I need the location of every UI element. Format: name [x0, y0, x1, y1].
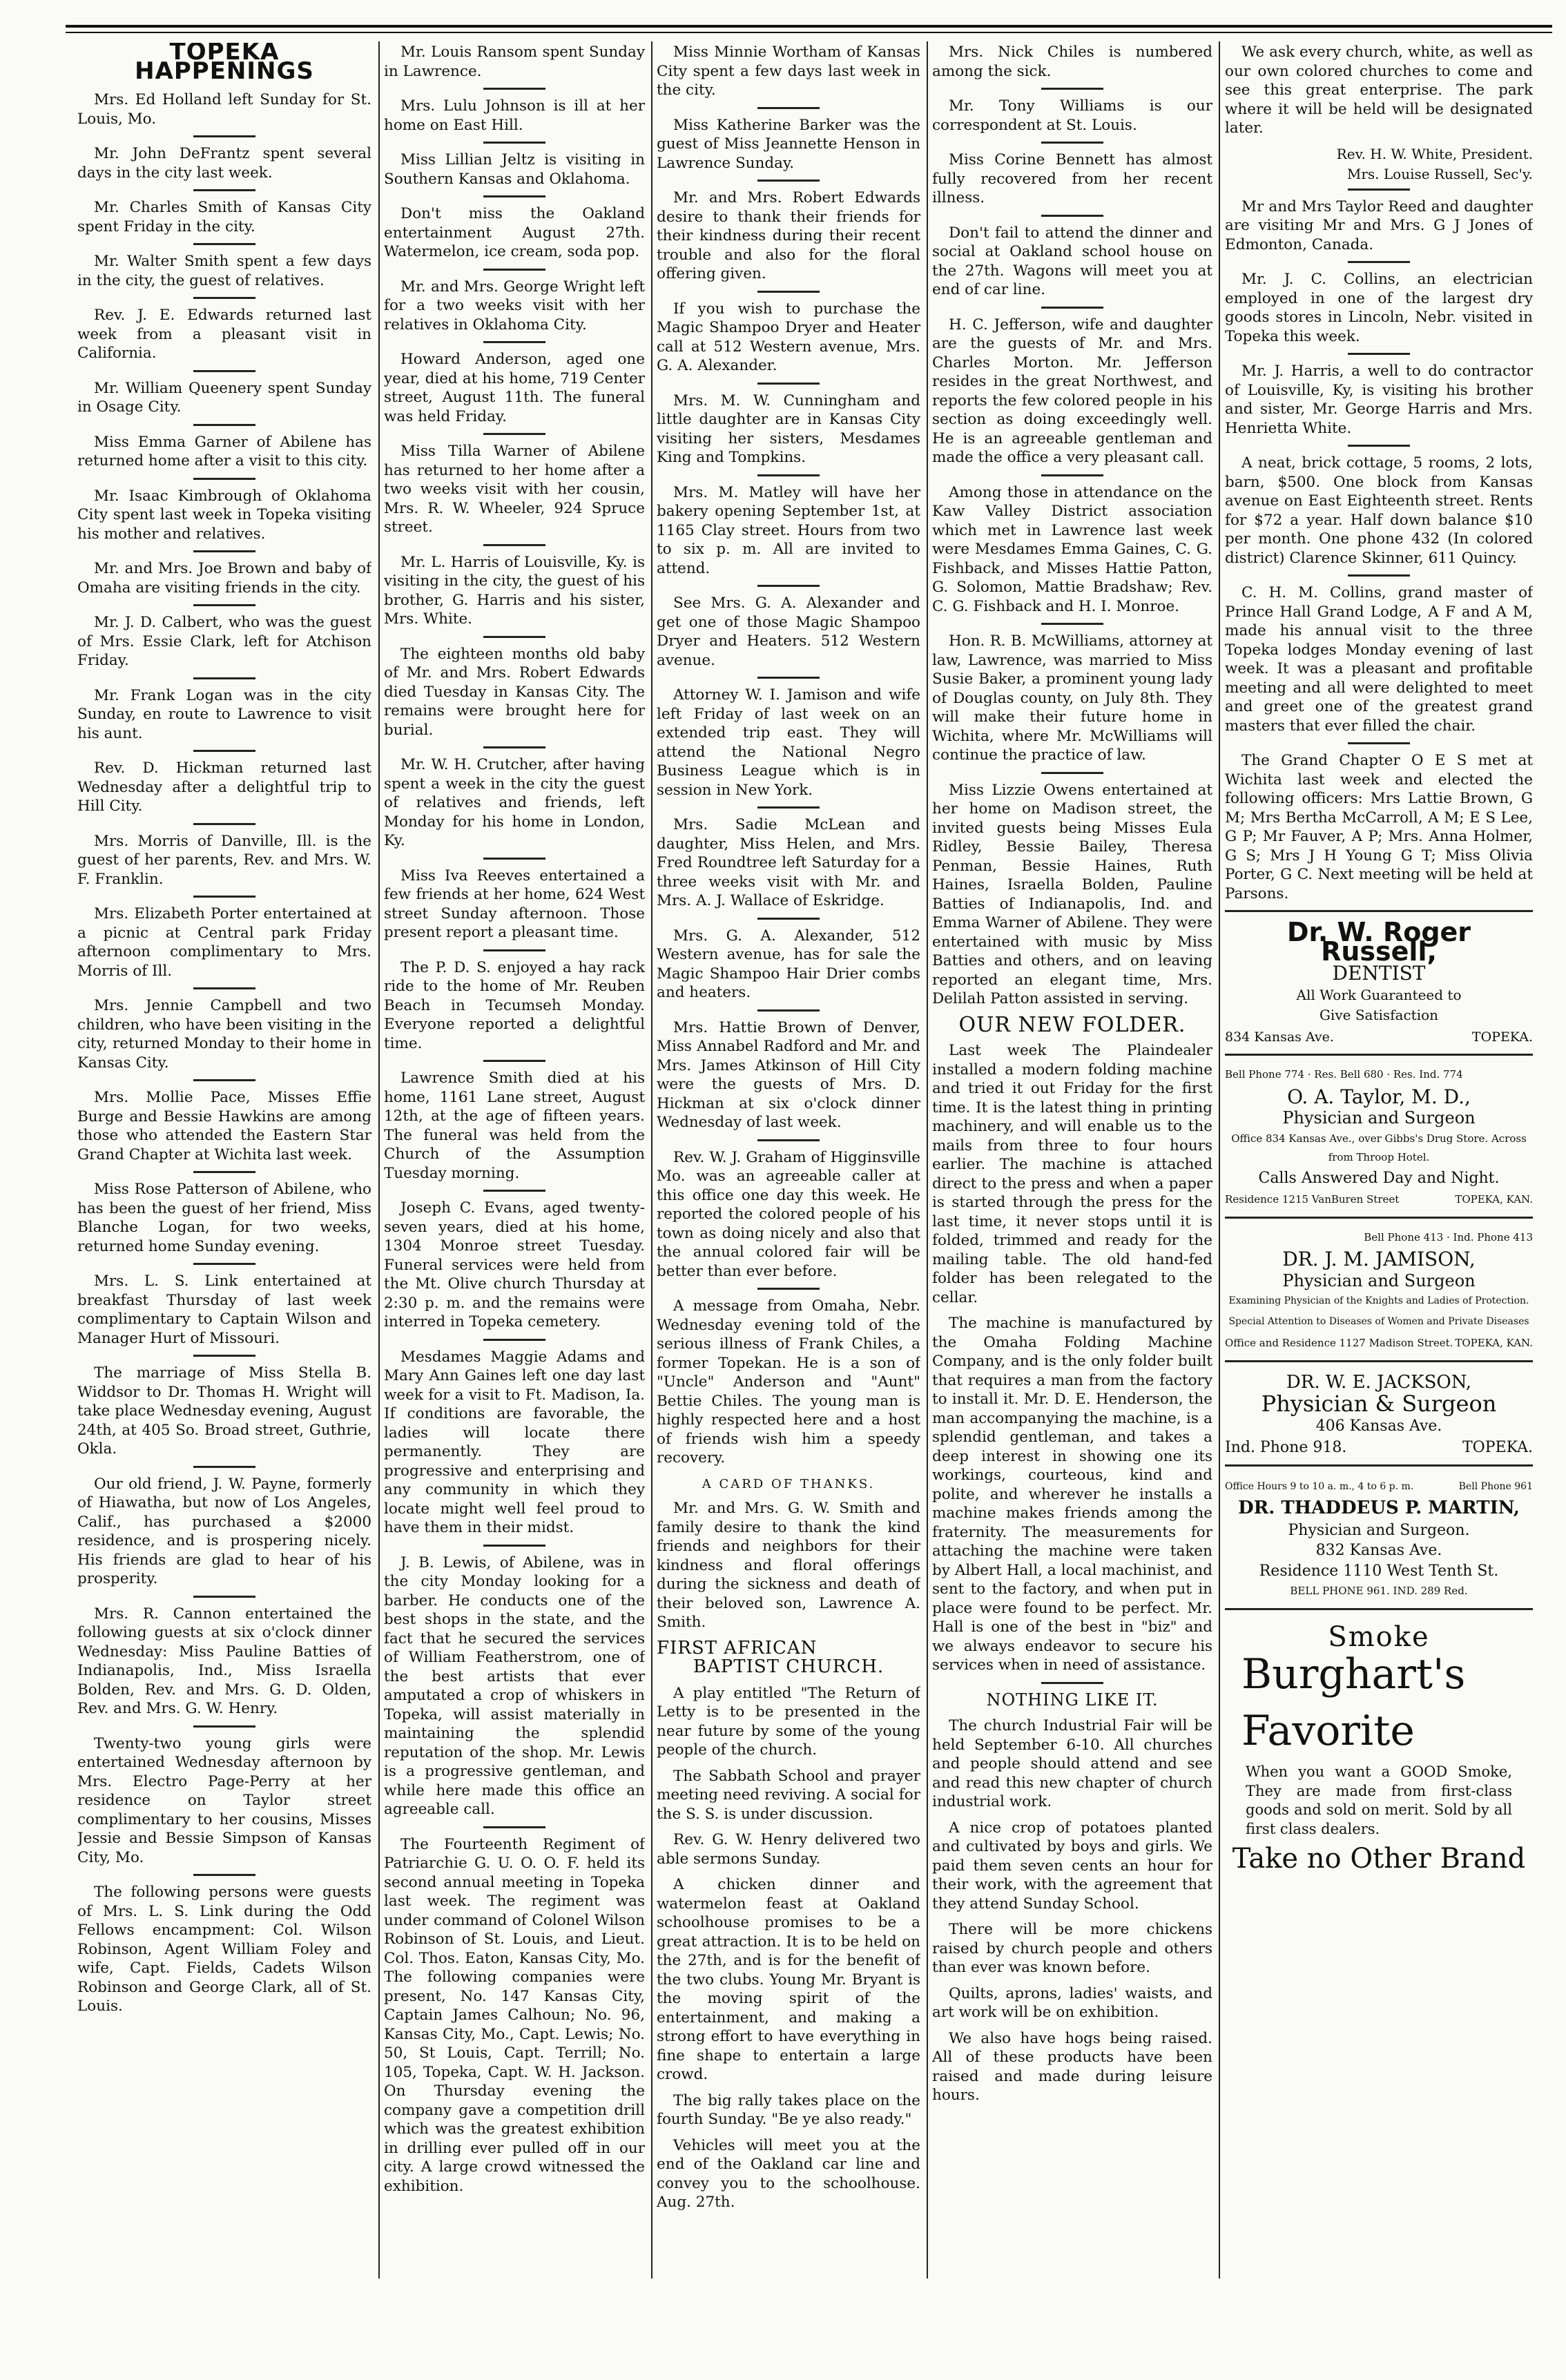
news-item: Lawrence Smith died at his home, 1161 Lane street, August 12th, at the age of fifteen years. The funeral was held from the Church of the Assumption Tuesday morning. — [384, 1070, 645, 1182]
separator — [757, 1139, 820, 1141]
signature-president: Rev. H. W. White, President. — [1336, 145, 1533, 162]
news-item: Mrs. Mollie Pace, Misses Effie Burge and Bessie Hawkins are among those who attended the Eastern Star Grand Chapter at Wichita last week. — [77, 1089, 371, 1163]
separator — [1041, 215, 1103, 217]
news-item: Don't miss the Oakland entertainment August 27th. Watermelon, ice cream, soda pop. — [384, 205, 645, 260]
card-of-thanks-text: Mr. and Mrs. G. W. Smith and family desire to thank the kind friends and neighbors for their kindness and floral offerings during the sickness and death of their beloved son, Lawrence A. Smith. — [657, 1500, 920, 1631]
folder-heading: OUR NEW FOLDER. — [958, 1012, 1186, 1037]
news-item: Last week The Plaindealer installed a modern folding machine and tried it out Friday for the first time. It is the latest thing in printing machinery, and will enable us to the mails from three to four hours earlier. The machine is attached direct to the press and when a paper is started through the press for the last time, it never stops until it is folded, trimmed and ready for the mailing table. The old hand-fed folder has been relegated to the cellar. — [932, 1042, 1212, 1306]
news-item: Mr. John DeFrantz spent several days in the city last week. — [77, 145, 371, 182]
ad-jamison-office: Office and Residence 1127 Madison Street. — [1225, 1337, 1453, 1349]
news-item: Miss Iva Reeves entertained a few friends at her home, 624 West street Sunday afternoon. Those present report a pleasant time. — [384, 867, 645, 941]
news-item: Rev. D. Hickman returned last Wednesday after a delightful trip to Hill City. — [77, 760, 371, 815]
news-item: The marriage of Miss Stella B. Widdsor to Dr. Thomas H. Wright will take place Wednesday evening, August 24th, at 405 So. Broad street, Guthrie, Okla. — [77, 1364, 371, 1458]
ad-martin-residence: Residence 1110 West Tenth St. — [1259, 1562, 1499, 1580]
news-item: A neat, brick cottage, 5 rooms, 2 lots, barn, $500. One block from Kansas avenue on East Eighteenth street. Rents for $72 a year. Half down balance $10 per month. One phone 432 (In colored district) Clarence Skinner, 611 Quincy. — [1225, 454, 1533, 567]
news-item: A chicken dinner and watermelon feast at Oakland schoolhouse promises to be a great attraction. It is to be held on the 27th, and is for the benefit of the two clubs. Young Mr. Bryant is the moving spirit of the entertainment, and making a strong effort to have everything in fine shape to entertain a large crowd. — [657, 1876, 920, 2083]
news-item: See Mrs. G. A. Alexander and get one of those Magic Shampoo Dryer and Heaters. 512 Western avenue. — [657, 594, 920, 669]
separator — [193, 750, 255, 752]
ad-martin-address: 832 Kansas Ave. — [1315, 1542, 1442, 1559]
news-item: Mrs. Nick Chiles is numbered among the sick. — [932, 43, 1212, 80]
news-item: We ask every church, white, as well as our own colored churches to come and see this great enterprise. The park where it will be held will be designated later. — [1225, 43, 1533, 137]
separator — [483, 1826, 545, 1828]
news-item: Mr. Frank Logan was in the city Sunday, en route to Lawrence to visit his aunt. — [77, 686, 371, 742]
separator — [483, 195, 545, 197]
separator — [193, 1355, 255, 1357]
news-item: The P. D. S. enjoyed a hay rack ride to the home of Mr. Reuben Beach in Tecumseh Monday. Everyone reported a delightful time. — [384, 958, 645, 1052]
ad-taylor-city: TOPEKA, KAN. — [1455, 1193, 1533, 1206]
separator — [757, 474, 820, 476]
ad-jamison — [1225, 1217, 1533, 1353]
ad-russell-line: Give Satisfaction — [1319, 1007, 1439, 1023]
separator — [757, 107, 820, 109]
ad-burghart-tagline: Take no Other Brand — [1232, 1843, 1526, 1875]
news-item: Vehicles will meet you at the end of the Oakland car line and convey you to the schoolhouse. Aug. 27th. — [657, 2136, 920, 2211]
separator — [193, 478, 255, 480]
column-5-items — [1225, 197, 1533, 904]
news-item: Rev. W. J. Graham of Higginsville Mo. was an agreeable caller at this office one day this week. He reported the colored people of his town as doing nicely and also that the annual colored fair will be better than ever before. — [657, 1148, 920, 1280]
news-item: Our old friend, J. W. Payne, formerly of Hiawatha, but now of Los Angeles, Calif., has purchased a $2000 residence, and is prospering nicely. His friends are glad to hear of his prosperity. — [77, 1475, 371, 1587]
news-item: Attorney W. I. Jamison and wife left Friday of last week on an extended trip east. They will attend the National Negro Business League which is in session in New York. — [657, 686, 920, 799]
news-item: Mrs. Lulu Johnson is ill at her home on East Hill. — [384, 97, 645, 134]
separator — [1041, 307, 1103, 309]
separator — [193, 1466, 255, 1468]
separator — [193, 987, 255, 989]
column-5-top-items — [1225, 43, 1533, 138]
news-item: Mr. J. D. Calbert, who was the guest of Mrs. Essie Clark, left for Atchison Friday. — [77, 614, 371, 669]
news-item: Mr. Charles Smith of Kansas City spent Friday in the city. — [77, 199, 371, 235]
column-2-items — [384, 43, 645, 2196]
ad-jackson-name: DR. W. E. JACKSON, — [1286, 1371, 1472, 1393]
separator — [483, 142, 545, 144]
separator — [1041, 1682, 1103, 1684]
separator — [483, 858, 545, 860]
news-item: The following persons were guests of Mrs. L. S. Link during the Odd Fellows encampment: Col. Wilson Robinson, Agent William Foley and wife, Capt. Fields, Cadets Wilson Robinson and George Clark, all of St. Louis. — [77, 1884, 371, 2015]
news-item: We also have hogs being raised. All of these products have been raised and made during leisure hours. — [932, 2029, 1212, 2104]
separator — [193, 1079, 255, 1081]
separator — [1041, 623, 1103, 625]
separator — [193, 424, 255, 426]
signature-secretary: Mrs. Louise Russell, Sec'y. — [1346, 166, 1533, 182]
separator — [757, 585, 820, 587]
separator — [483, 949, 545, 951]
nothing-like-it-heading: NOTHING LIKE IT. — [986, 1690, 1159, 1710]
news-item: Mr. and Mrs. Joe Brown and baby of Omaha are visiting friends in the city. — [77, 560, 371, 597]
ad-burghart-brand-1: Burghart's — [1241, 1650, 1466, 1699]
news-item: Mrs. L. S. Link entertained at breakfast Thursday of last week complimentary to Captain Wilson and Manager Hurt of Missouri. — [77, 1273, 371, 1347]
ad-martin-name: DR. THADDEUS P. MARTIN, — [1238, 1498, 1520, 1518]
news-item: Quilts, aprons, ladies' waists, and art work will be on exhibition. — [932, 1984, 1212, 2021]
news-item: Rev. G. W. Henry delivered two able sermons Sunday. — [657, 1831, 920, 1868]
separator — [193, 677, 255, 679]
column-2 — [384, 43, 645, 2280]
separator — [1041, 142, 1103, 144]
news-item: The machine is manufactured by the Omaha Folding Machine Company, and is the only folder built that requires a man from the factory to install it. Mr. D. E. Henderson, the man accompanying the machine, is a splendid gentleman, and takes a deep interest in showing one its workings, courteous, kind and polite, and wherever he installs a machine makes friends among the fraternity. The measurements for attaching the machine were taken by Albert Hall, a local machinist, and sent to the factory, and when put in place were found to be perfect. Mr. Hall is one of the best in "biz" and we always endeavor to secure his services when in need of assistance. — [932, 1315, 1212, 1674]
news-item: Mrs. Morris of Danville, Ill. is the guest of her parents, Rev. and Mrs. W. F. Franklin. — [77, 832, 371, 888]
separator — [193, 1263, 255, 1265]
news-item: Mr. W. H. Crutcher, after having spent a week in the city the guest of relatives and friends, left Monday for his home in London, Ky. — [384, 756, 645, 849]
separator — [193, 135, 255, 137]
separator — [483, 636, 545, 638]
ad-jamison-name: DR. J. M. JAMISON, — [1282, 1248, 1476, 1270]
news-item: The eighteen months old baby of Mr. and Mrs. Robert Edwards died Tuesday in Kansas City. The remains were brought here for burial. — [384, 645, 645, 739]
news-item: A message from Omaha, Nebr. Wednesday evening told of the serious illness of Frank Chiles, a former Topekan. He is a son of "Uncle" Anderson and "Aunt" Bettie Chiles. The young man is highly respected here and a host of friends wish him a speedy recovery. — [657, 1297, 920, 1467]
ad-taylor-residence: Residence 1215 VanBuren Street — [1225, 1193, 1400, 1206]
news-item: Rev. J. E. Edwards returned last week from a pleasant visit in California. — [77, 307, 371, 362]
news-item: Don't fail to attend the dinner and social at Oakland school house on the 27th. Wagons will meet you at end of car line. — [932, 224, 1212, 298]
separator — [1348, 261, 1410, 263]
news-item: Mrs. M. W. Cunningham and little daughter are in Kansas City visiting her sisters, Mesdames King and Tompkins. — [657, 391, 920, 466]
ad-taylor — [1225, 1054, 1533, 1210]
column-3-items — [657, 43, 920, 1468]
ad-russell-city: TOPEKA. — [1471, 1029, 1533, 1045]
separator — [193, 896, 255, 898]
news-item: Howard Anderson, aged one year, died at his home, 719 Center street, August 11th. The funeral was held Friday. — [384, 351, 645, 425]
news-item: Mr. J. C. Collins, an electrician employed in one of the largest dry goods stores in Lincoln, Nebr. visited in Topeka this week. — [1225, 271, 1533, 345]
news-item: Mr. Walter Smith spent a few days in the city, the guest of relatives. — [77, 253, 371, 289]
top-rule — [66, 25, 1552, 28]
ad-russell — [1225, 910, 1533, 1047]
separator — [1348, 353, 1410, 355]
news-item: A nice crop of potatoes planted and cultivated by boys and girls. We paid them seven cents an hour for their work, with the agreement that they attend Sunday School. — [932, 1819, 1212, 1913]
ad-martin-title: Physician and Surgeon. — [1288, 1521, 1470, 1539]
column-4-items — [932, 43, 1212, 1009]
separator — [483, 88, 545, 90]
news-item: Among those in attendance on the Kaw Valley District association which met in Lawrence last week were Mesdames Emma Gaines, C. G. Fishback, and Misses Hattie Patton, G. Solomon, Mattie Bradshaw; Rev. C. G. Fishback and H. I. Monroe. — [932, 483, 1212, 615]
column-5 — [1225, 43, 1533, 2280]
ad-martin — [1225, 1464, 1533, 1601]
separator — [757, 383, 820, 385]
separator — [193, 604, 255, 606]
separator — [483, 1190, 545, 1192]
ad-jamison-phones: Bell Phone 413 · Ind. Phone 413 — [1364, 1230, 1533, 1244]
separator — [483, 433, 545, 435]
news-item: Mr. Tony Williams is our correspondent at St. Louis. — [932, 97, 1212, 134]
news-item: Mrs. Elizabeth Porter entertained at a picnic at Central park Friday afternoon complimentary to Mrs. Morris of Ill. — [77, 905, 371, 980]
ad-taylor-name: O. A. Taylor, M. D., — [1287, 1085, 1471, 1108]
news-item: Mr. Isaac Kimbrough of Oklahoma City spent last week in Topeka visiting his mother and relatives. — [77, 487, 371, 543]
separator — [483, 1339, 545, 1341]
news-item: Mr. J. Harris, a well to do contractor of Louisville, Ky, is visiting his brother and sister, Mr. George Harris and Mrs. Henrietta White. — [1225, 362, 1533, 437]
ad-jackson — [1225, 1360, 1533, 1458]
ad-burghart-smoke: Smoke — [1328, 1620, 1430, 1653]
ad-jackson-phone: Ind. Phone 918. — [1225, 1439, 1347, 1456]
news-item: Miss Lillian Jeltz is visiting in Southern Kansas and Oklahoma. — [384, 151, 645, 188]
news-item: A play entitled "The Return of Letty is to be presented in the near future by some of the young people of the church. — [657, 1684, 920, 1759]
news-item: The Fourteenth Regiment of Patriarchie G. U. O. O. F. held its second annual meeting in Topeka last week. The regiment was under command of Colonel Wilson Robinson of St. Louis, and Lieut. Col. Thos. Eaton, Kansas City, Mo. The following companies were present, No. 147 Kansas City, Captain James Calhoun; No. 96, Kansas City, Mo., Capt. Lewis; No. 50, St Louis, Capt. Terrill; No. 105, Topeka, Capt. W. H. Jackson. On Thursday evening the company gave a competition drill which was the greatest exhibition in drilling ever pulled off in our city. A large crowd witnessed the exhibition. — [384, 1835, 645, 2195]
ad-martin-hours: Office Hours 9 to 10 a. m., 4 to 6 p. m. — [1225, 1480, 1414, 1492]
news-item: The Sabbath School and prayer meeting need reviving. A social for the S. S. is under discussion. — [657, 1767, 920, 1823]
news-item: Miss Corine Bennett has almost fully recovered from her recent illness. — [932, 151, 1212, 206]
separator — [193, 297, 255, 299]
news-item: The Grand Chapter O E S met at Wichita last week and elected the following officers: Mrs Lattie Brown, G M; Mrs Bertha McCarroll, A M; E S Lee, G P; Mr Fauver, A P; Mrs. Anna Holmer, G S; Mrs J H Young G T; Miss Olivia Porter, G C. Next meeting will be held at Parsons. — [1225, 752, 1533, 902]
news-item: Hon. R. B. McWilliams, attorney at law, Lawrence, was married to Miss Susie Baker, a prominent young lady of Douglas county, on July 8th. They will make their future home in Wichita, where Mr. McWilliams will continue the practice of law. — [932, 632, 1212, 764]
church-heading-1: FIRST AFRICAN — [657, 1637, 818, 1658]
separator — [483, 1545, 545, 1547]
news-item: Miss Tilla Warner of Abilene has returned to her home after a two weeks visit with her cousin, Mrs. R. W. Wheeler, 924 Spruce street. — [384, 443, 645, 536]
separator — [757, 806, 820, 809]
separator — [1348, 574, 1410, 577]
separator — [193, 243, 255, 245]
separator — [193, 1596, 255, 1598]
separator — [1041, 474, 1103, 476]
separator — [193, 1171, 255, 1173]
news-item: Twenty-two young girls were entertained Wednesday afternoon by Mrs. Electro Page-Perry at her residence on Taylor street complimentary to her cousins, Misses Jessie and Bessie Simpson of Kansas City, Mo. — [77, 1734, 371, 1866]
news-item: The church Industrial Fair will be held September 6-10. All churches and people should attend and see and read this new chapter of church industrial work. — [932, 1717, 1212, 1810]
ad-burghart — [1225, 1608, 1533, 1875]
separator — [193, 550, 255, 552]
column-divider — [651, 41, 652, 2279]
ad-taylor-phones: Bell Phone 774 · Res. Bell 680 · Res. Ind. 774 — [1225, 1068, 1463, 1081]
separator — [1348, 742, 1410, 744]
separator — [757, 677, 820, 679]
section-heading: TOPEKA HAPPENINGS — [135, 43, 314, 85]
top-rule-thin — [66, 32, 1552, 33]
separator — [193, 1874, 255, 1876]
ad-russell-name: Dr. W. Roger Russell, — [1286, 917, 1471, 967]
column-1-items — [77, 90, 371, 2016]
ad-jamison-title: Physician and Surgeon — [1282, 1270, 1476, 1290]
column-divider — [378, 41, 380, 2279]
folder-items — [932, 1041, 1212, 1675]
news-item: Mrs. Hattie Brown of Denver, Miss Annabel Radford and Mr. and Mrs. James Atkinson of Hill City were the guests of Mrs. D. Hickman at six o'clock dinner Wednesday of last week. — [657, 1018, 920, 1131]
separator — [193, 370, 255, 372]
ad-jackson-title: Physician & Surgeon — [1261, 1391, 1497, 1417]
news-item: Miss Katherine Barker was the guest of Miss Jeannette Henson in Lawrence Sunday. — [657, 116, 920, 172]
separator — [757, 291, 820, 293]
ad-burghart-brand-2: Favorite — [1241, 1707, 1415, 1755]
church-heading-2: BAPTIST CHURCH. — [693, 1656, 884, 1677]
ad-jackson-address: 406 Kansas Ave. — [1315, 1417, 1442, 1435]
separator — [483, 341, 545, 343]
ad-jamison-line: Special Attention to Diseases of Women and Private Diseases — [1228, 1315, 1529, 1327]
separator — [483, 746, 545, 748]
separator — [483, 544, 545, 546]
news-item: If you wish to purchase the Magic Shampoo Dryer and Heater call at 512 Western avenue, Mrs. G. A. Alexander. — [657, 300, 920, 374]
news-item: Miss Emma Garner of Abilene has returned home after a visit to this city. — [77, 433, 371, 470]
news-item: Miss Lizzie Owens entertained at her home on Madison street, the invited guests being Misses Eula Ridley, Bessie Bailey, Theresa Penman, Bessie Haines, Ruth Haines, Israella Bolden, Pauline Batties of Indianapolis, Ind. and Emma Warner of Abilene. They were entertained with music by Miss Batties and others, and on leaving reported an elegant time, Mrs. Delilah Patton assisted in serving. — [932, 781, 1212, 1007]
news-item: Mrs. Sadie McLean and daughter, Miss Helen, and Mrs. Fred Roundtree left Saturday for a three weeks visit with Mr. and Mrs. A. J. Wallace of Eskridge. — [657, 816, 920, 909]
separator — [1348, 188, 1410, 191]
card-of-thanks-heading: A CARD OF THANKS. — [702, 1476, 876, 1491]
separator — [757, 1288, 820, 1290]
separator — [193, 1725, 255, 1728]
column-divider — [1219, 41, 1220, 2279]
ad-taylor-office: Office 834 Kansas Ave., over Gibbs's Drug Store. Across from Throop Hotel. — [1231, 1132, 1527, 1163]
ad-martin-phones: BELL PHONE 961. IND. 289 Red. — [1290, 1585, 1468, 1597]
ad-jackson-city: TOPEKA. — [1462, 1439, 1533, 1456]
ad-taylor-calls: Calls Answered Day and Night. — [1258, 1169, 1500, 1187]
news-item: The big rally takes place on the fourth Sunday. "Be ye also ready." — [657, 2091, 920, 2128]
news-item: C. H. M. Collins, grand master of Prince Hall Grand Lodge, A F and A M, made his annual visit to the three Topeka lodges Monday evening of last week. It was a pleasant and profitable meeting and all were delighted to meet and greet one of the greatest grand masters that ever filled the chair. — [1225, 584, 1533, 735]
news-item: Mrs. G. A. Alexander, 512 Western avenue, has for sale the Magic Shampoo Hair Drier combs and heaters. — [657, 927, 920, 1001]
news-item: Miss Rose Patterson of Abilene, who has been the guest of her friend, Miss Blanche Logan, for two weeks, returned home Sunday evening. — [77, 1181, 371, 1255]
ad-russell-title: DENTIST — [1332, 962, 1426, 985]
separator — [193, 189, 255, 191]
news-item: Mr. and Mrs. George Wright left for a two weeks visit with her relatives in Oklahoma City. — [384, 278, 645, 333]
ad-taylor-title: Physician and Surgeon — [1282, 1108, 1476, 1128]
ad-burghart-body: When you want a GOOD Smoke, They are made from first-class goods and sold on merit. Sold by all first class dealers. — [1246, 1763, 1512, 1837]
separator — [1041, 88, 1103, 90]
separator — [757, 180, 820, 182]
news-item: Mr. and Mrs. Robert Edwards desire to thank their friends for their kindness during their recent trouble and also for the floral offering given. — [657, 189, 920, 282]
ad-jamison-city: TOPEKA, KAN. — [1455, 1337, 1533, 1349]
news-item: Mr. William Queenery spent Sunday in Osage City. — [77, 379, 371, 416]
news-item: H. C. Jefferson, wife and daughter are the guests of Mr. and Mrs. Charles Morton. Mr. Jefferson resides in the great Northwest, and reports the few colored people in his section as doing exceedingly well. He is an agreeable gentleman and made the office a very pleasant call. — [932, 316, 1212, 466]
news-item: Mr. L. Harris of Louisville, Ky. is visiting in the city, the guest of his brother, G. Harris and his sister, Mrs. White. — [384, 553, 645, 628]
ad-russell-address: 834 Kansas Ave. — [1225, 1029, 1334, 1045]
ad-russell-line: All Work Guaranteed to — [1296, 986, 1462, 1003]
news-item: Mrs. R. Cannon entertained the following guests at six o'clock dinner Wednesday: Miss Pauline Batties of Indianapolis, Ind., Miss Israella Bolden, Rev. and Mrs. G. D. Olden, Rev. and Mrs. G. W. Henry. — [77, 1605, 371, 1717]
news-item: Mr and Mrs Taylor Reed and daughter are visiting Mr and Mrs. G J Jones of Edmonton, Canada. — [1225, 197, 1533, 253]
news-item: Joseph C. Evans, aged twenty-seven years, died at his home, 1304 Monroe street Tuesday. Funeral services were held from the Mt. Olive church Thursday at 2:30 p. m. and the remains were interred in Topeka cemetery. — [384, 1199, 645, 1331]
news-item: There will be more chickens raised by church people and others than ever was known before. — [932, 1921, 1212, 1976]
nothing-like-it-items — [932, 1716, 1212, 2105]
separator — [483, 269, 545, 271]
news-item: Mrs. M. Matley will have her bakery opening September 1st, at 1165 Clay street. Hours from two to six p. m. All are invited to attend. — [657, 483, 920, 577]
ad-jamison-line: Examining Physician of the Knights and Ladies of Protection. — [1228, 1295, 1529, 1306]
separator — [193, 823, 255, 825]
news-item: Mesdames Maggie Adams and Mary Ann Gaines left one day last week for a visit to Ft. Madison, Ia. If conditions are favorable, the ladies will locate there permanently. They are progressive and enterprising and any community in which they locate might well feel proud to have them in their midst. — [384, 1348, 645, 1536]
news-item: J. B. Lewis, of Abilene, was in the city Monday looking for a barber. He conducts one of the best shops in the state, and the fact that he secured the services of William Featherstrom, one of the best artists that ever amputated a crop of whiskers in Topeka, will assist materially in maintaining the splendid reputation of the shop. Mr. Lewis is a progressive gentleman, and while here made this office an agreeable call. — [384, 1554, 645, 1818]
news-item: Mrs. Jennie Campbell and two children, who have been visiting in the city, returned Monday to their home in Kansas City. — [77, 997, 371, 1072]
column-3 — [657, 43, 920, 2280]
separator — [1348, 445, 1410, 447]
column-1 — [77, 43, 371, 2280]
separator — [483, 1060, 545, 1062]
column-4 — [932, 43, 1212, 2280]
ad-martin-bell: Bell Phone 961 — [1458, 1480, 1533, 1492]
news-item: Mrs. Ed Holland left Sunday for St. Louis, Mo. — [77, 91, 371, 128]
separator — [1041, 772, 1103, 774]
church-items — [657, 1684, 920, 2212]
separator — [757, 918, 820, 920]
news-item: Mr. Louis Ransom spent Sunday in Lawrence. — [384, 43, 645, 80]
separator — [757, 1009, 820, 1012]
column-divider — [927, 41, 928, 2279]
news-item: Miss Minnie Wortham of Kansas City spent a few days last week in the city. — [657, 43, 920, 99]
